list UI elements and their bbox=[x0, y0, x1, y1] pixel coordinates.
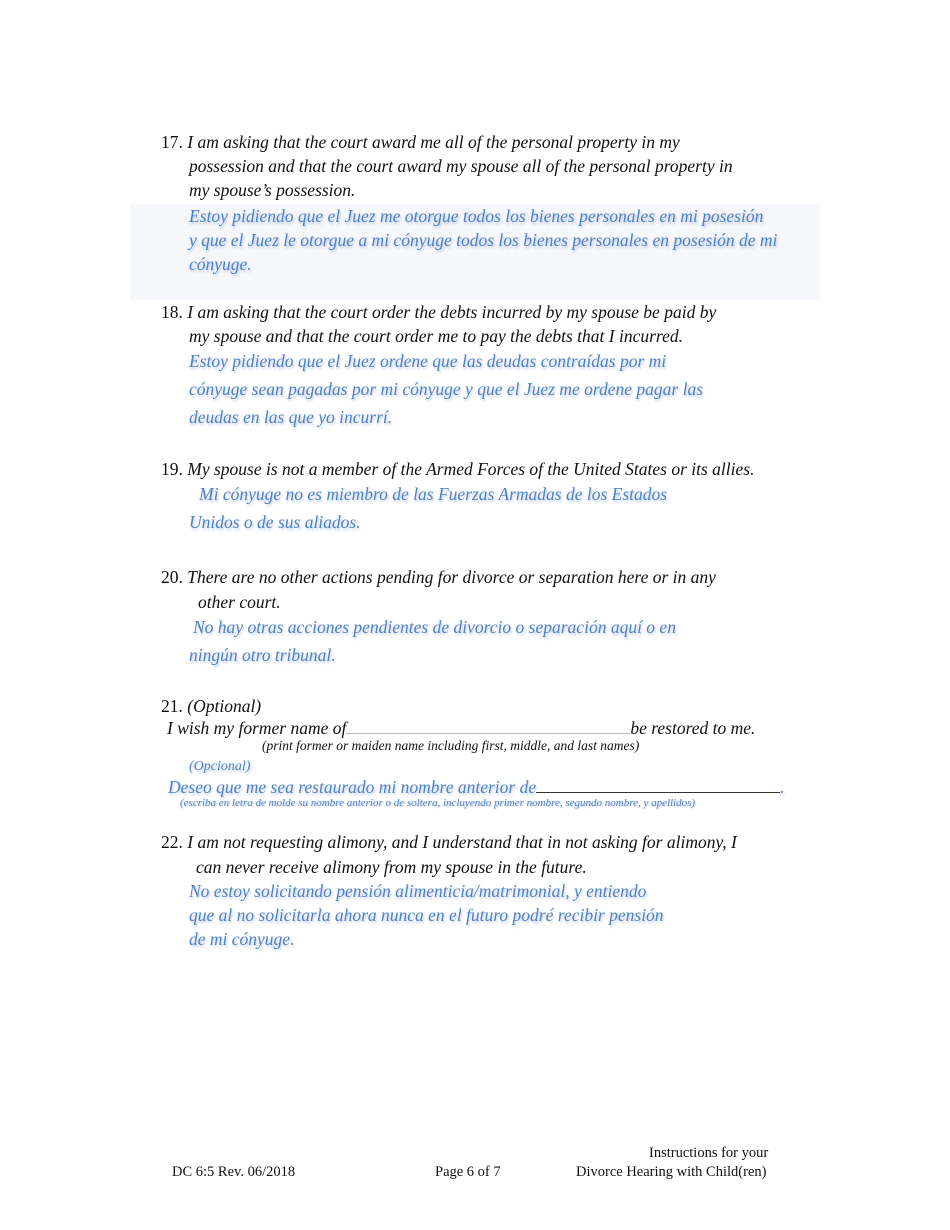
item-22-es-line-2: que al no solicitarla ahora nunca en el futuro podré recibir pensión bbox=[189, 905, 664, 925]
item-number: 19. bbox=[161, 459, 183, 479]
optional-label: (Optional) bbox=[187, 696, 262, 716]
item-22-es-line-1: No estoy solicitando pensión alimenticia/matrimonial, y entiendo bbox=[189, 881, 647, 901]
item-17-line-3: my spouse’s possession. bbox=[189, 180, 356, 200]
item-text: I am asking that the court award me all of the personal property in my bbox=[187, 132, 680, 152]
item-number: 20. bbox=[161, 567, 183, 587]
item-18-line-1 bbox=[161, 300, 716, 324]
item-19-es-line-2: Unidos o de sus aliados. bbox=[189, 512, 361, 532]
item-22-es-line-3: de mi cónyuge. bbox=[189, 929, 295, 949]
item-20-line-2: other court. bbox=[198, 592, 281, 612]
former-name-blank[interactable] bbox=[346, 719, 630, 734]
former-name-suffix: be restored to me. bbox=[630, 718, 756, 738]
item-22-line-1 bbox=[161, 830, 737, 854]
item-18-line-2: my spouse and that the court order me to pay the debts that I incurred. bbox=[189, 326, 683, 346]
item-19-es-line-1: Mi cónyuge no es miembro de las Fuerzas Armadas de los Estados bbox=[199, 484, 668, 504]
item-number: 21. bbox=[161, 696, 183, 716]
item-17-es-line-3: cónyuge. bbox=[189, 254, 252, 274]
item-18-es-line-2: cónyuge sean pagadas por mi cónyuge y que el Juez me ordene pagar las bbox=[189, 379, 704, 399]
item-22-line-2: can never receive alimony from my spouse in the future. bbox=[196, 857, 587, 877]
item-18-es-line-3: deudas en las que yo incurrí. bbox=[189, 407, 393, 427]
item-text: I am not requesting alimony, and I understand that in not asking for alimony, I bbox=[187, 832, 737, 852]
footer-title-line-2: Divorce Hearing with Child(ren) bbox=[576, 1164, 767, 1180]
page-number: Page 6 of 7 bbox=[435, 1164, 501, 1180]
item-21-optional bbox=[161, 694, 261, 718]
item-number: 22. bbox=[161, 832, 183, 852]
item-text: I am asking that the court order the debts incurred by my spouse be paid by bbox=[187, 302, 717, 322]
item-17-line-2: possession and that the court award my spouse all of the personal property in bbox=[189, 156, 733, 176]
item-17-es-line-1: Estoy pidiendo que el Juez me otorgue todos los bienes personales en mi posesión bbox=[189, 206, 764, 226]
former-name-blank-es[interactable] bbox=[536, 778, 780, 793]
footer-title-line-1: Instructions for your bbox=[649, 1145, 769, 1161]
former-name-line-es bbox=[168, 775, 784, 799]
item-number: 18. bbox=[161, 302, 183, 322]
item-20-es-line-1: No hay otras acciones pendientes de divorcio o separación aquí o en bbox=[193, 617, 676, 637]
item-number: 17. bbox=[161, 132, 183, 152]
item-text: My spouse is not a member of the Armed Forces of the United States or its allies. bbox=[187, 459, 755, 479]
item-17-es-line-2: y que el Juez le otorgue a mi cónyuge todos los bienes personales en posesión de mi bbox=[189, 230, 778, 250]
former-name-prefix-es: Deseo que me sea restaurado mi nombre anterior de bbox=[168, 777, 537, 797]
form-id: DC 6:5 Rev. 06/2018 bbox=[172, 1164, 296, 1180]
former-name-hint-es: (escriba en letra de molde su nombre anterior o de soltera, incluyendo primer nombre, segundo nombre, y apellidos) bbox=[180, 797, 696, 809]
item-20-line-1 bbox=[161, 565, 716, 589]
item-19-line-1 bbox=[161, 457, 754, 481]
optional-label-es: (Opcional) bbox=[189, 759, 251, 774]
item-17-line-1 bbox=[161, 130, 680, 154]
item-text: There are no other actions pending for divorce or separation here or in any bbox=[187, 567, 716, 587]
former-name-line bbox=[167, 716, 755, 740]
item-18-es-line-1: Estoy pidiendo que el Juez ordene que las deudas contraídas por mi bbox=[189, 351, 667, 371]
former-name-prefix: I wish my former name of bbox=[167, 718, 347, 738]
former-name-hint: (print former or maiden name including first, middle, and last names) bbox=[262, 738, 640, 753]
item-20-es-line-2: ningún otro tribunal. bbox=[189, 645, 336, 665]
former-name-suffix-es: . bbox=[780, 777, 785, 797]
